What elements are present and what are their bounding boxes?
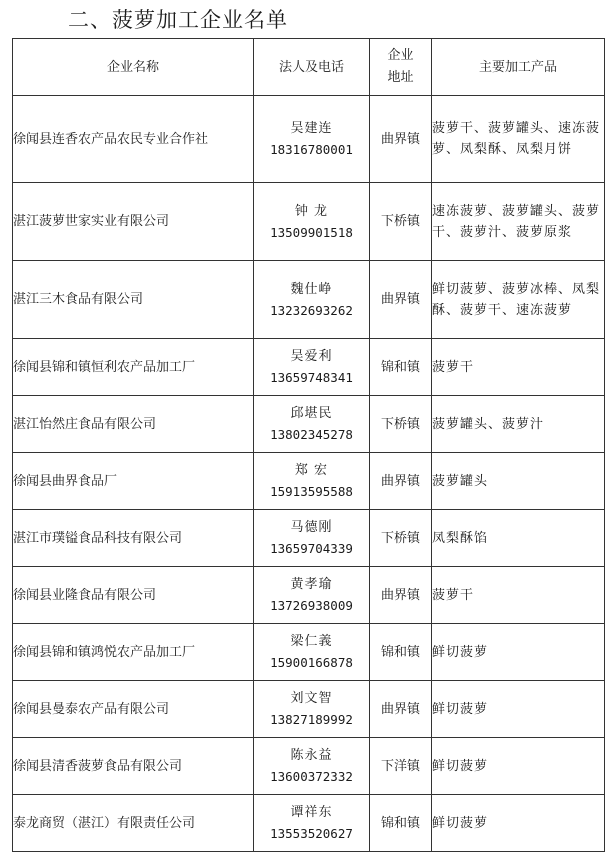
main-products: 菠萝干、菠萝罐头、速冻菠萝、凤梨酥、凤梨月饼 (432, 96, 605, 183)
table-row (13, 738, 605, 795)
header-address-line2: 地址 (387, 70, 414, 85)
table-row (13, 261, 605, 339)
phone-number: 13802345278 (270, 427, 353, 442)
legal-person-contact (254, 510, 370, 567)
legal-person-contact (254, 396, 370, 453)
enterprise-name: 徐闻县清香菠萝食品有限公司 (13, 738, 254, 795)
main-products: 菠萝罐头、菠萝汁 (432, 396, 605, 453)
enterprise-name: 湛江三木食品有限公司 (13, 261, 254, 339)
enterprise-town: 曲界镇 (370, 681, 432, 738)
enterprise-name: 徐闻县业隆食品有限公司 (13, 567, 254, 624)
table-row (13, 96, 605, 183)
enterprise-town: 下桥镇 (370, 510, 432, 567)
table-row (13, 183, 605, 261)
enterprise-town: 锦和镇 (370, 795, 432, 852)
table-header-row (13, 39, 605, 96)
phone-number: 15913595588 (270, 484, 353, 499)
legal-person-contact (254, 96, 370, 183)
enterprise-name: 泰龙商贸（湛江）有限责任公司 (13, 795, 254, 852)
enterprise-name: 徐闻县锦和镇恒利农产品加工厂 (13, 339, 254, 396)
enterprise-town: 下桥镇 (370, 183, 432, 261)
phone-number: 18316780001 (270, 142, 353, 157)
phone-number: 13232693262 (270, 302, 353, 318)
enterprise-name: 徐闻县曼泰农产品有限公司 (13, 681, 254, 738)
legal-person-contact (254, 183, 370, 261)
enterprise-town: 曲界镇 (370, 96, 432, 183)
enterprise-town: 锦和镇 (370, 339, 432, 396)
enterprise-town: 下洋镇 (370, 738, 432, 795)
main-products: 菠萝罐头 (432, 453, 605, 510)
enterprise-name: 徐闻县连香农产品农民专业合作社 (13, 96, 254, 183)
main-products: 菠萝干 (432, 339, 605, 396)
main-products: 速冻菠萝、菠萝罐头、菠萝干、菠萝汁、菠萝原浆 (432, 183, 605, 261)
phone-number: 15900166878 (270, 655, 353, 670)
table-row (13, 510, 605, 567)
phone-number: 13600372332 (270, 769, 353, 784)
header-main-products: 主要加工产品 (432, 39, 605, 96)
legal-person-contact (254, 261, 370, 339)
legal-person-contact (254, 624, 370, 681)
enterprise-town: 曲界镇 (370, 261, 432, 339)
table-row (13, 339, 605, 396)
table-row (13, 567, 605, 624)
table-row (13, 453, 605, 510)
legal-person: 邱堪民 (290, 406, 333, 421)
legal-person: 郑 宏 (294, 463, 329, 478)
enterprise-name: 湛江怡然庄食品有限公司 (13, 396, 254, 453)
legal-person-contact (254, 795, 370, 852)
main-products: 鲜切菠萝 (432, 624, 605, 681)
legal-person-contact (254, 681, 370, 738)
phone-number: 13659748341 (270, 370, 353, 385)
header-enterprise-address (370, 39, 432, 96)
table-row (13, 681, 605, 738)
legal-person: 梁仁義 (290, 634, 333, 649)
enterprise-town: 锦和镇 (370, 624, 432, 681)
enterprise-town: 曲界镇 (370, 453, 432, 510)
legal-person-contact (254, 738, 370, 795)
legal-person: 马德刚 (290, 520, 333, 535)
legal-person-contact (254, 453, 370, 510)
enterprise-name: 湛江菠萝世家实业有限公司 (13, 183, 254, 261)
legal-person: 黄孝瑜 (290, 577, 333, 592)
legal-person: 钟 龙 (294, 203, 329, 219)
phone-number: 13553520627 (270, 826, 353, 841)
legal-person: 刘文智 (290, 691, 333, 706)
main-products: 鲜切菠萝 (432, 795, 605, 852)
legal-person: 魏仕峥 (290, 281, 333, 297)
header-address-line1: 企业 (387, 48, 414, 63)
table-row (13, 624, 605, 681)
enterprise-town: 曲界镇 (370, 567, 432, 624)
enterprise-town: 下桥镇 (370, 396, 432, 453)
table-row (13, 396, 605, 453)
phone-number: 13726938009 (270, 598, 353, 613)
page-title: 二、菠萝加工企业名单 (68, 8, 288, 32)
header-enterprise-name: 企业名称 (13, 39, 254, 96)
legal-person-contact (254, 339, 370, 396)
header-legal-person-phone: 法人及电话 (254, 39, 370, 96)
table-row (13, 795, 605, 852)
legal-person-contact (254, 567, 370, 624)
phone-number: 13659704339 (270, 541, 353, 556)
legal-person: 陈永益 (290, 748, 333, 763)
main-products: 鲜切菠萝、菠萝冰棒、凤梨酥、菠萝干、速冻菠萝 (432, 261, 605, 339)
main-products: 凤梨酥馅 (432, 510, 605, 567)
phone-number: 13509901518 (270, 224, 353, 240)
legal-person: 谭祥东 (290, 805, 333, 820)
enterprise-table (12, 38, 605, 852)
enterprise-name: 徐闻县锦和镇鸿悦农产品加工厂 (13, 624, 254, 681)
main-products: 鲜切菠萝 (432, 681, 605, 738)
legal-person: 吴爱利 (290, 349, 333, 364)
main-products: 菠萝干 (432, 567, 605, 624)
enterprise-name: 徐闻县曲界食品厂 (13, 453, 254, 510)
enterprise-name: 湛江市璞镒食品科技有限公司 (13, 510, 254, 567)
phone-number: 13827189992 (270, 712, 353, 727)
main-products: 鲜切菠萝 (432, 738, 605, 795)
legal-person: 吴建连 (290, 121, 333, 136)
